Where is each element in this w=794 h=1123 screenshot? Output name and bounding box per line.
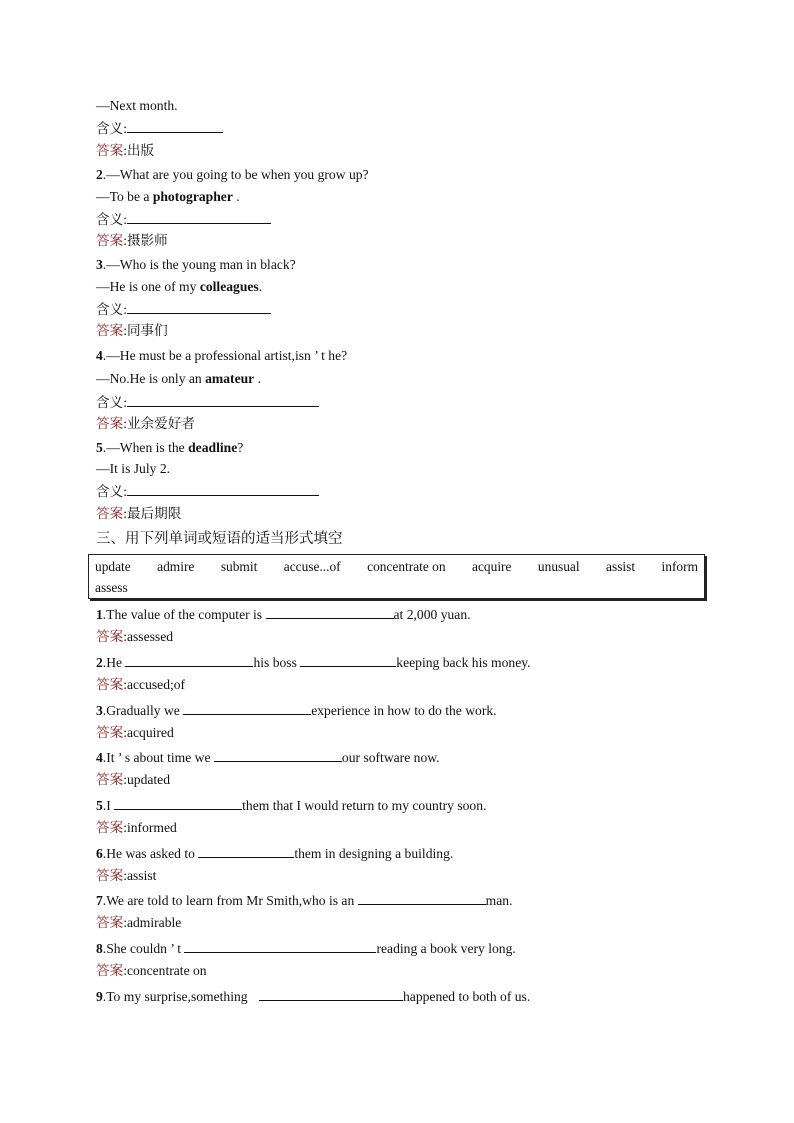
- meaning-line: 含义:: [96, 393, 319, 412]
- answer-text: assist: [126, 868, 157, 883]
- word-bank-item: inform: [661, 559, 698, 574]
- meaning-label: 含义: [96, 395, 124, 411]
- answer-label: 答案: [96, 963, 124, 979]
- meaning-blank: [127, 482, 319, 496]
- answer-label: 答案: [96, 323, 124, 339]
- question-line: [96, 653, 531, 672]
- answer-line: 答案:摄影师: [96, 233, 168, 249]
- meaning-blank: [127, 119, 223, 133]
- answer-label: 答案: [96, 772, 124, 788]
- word-bank-box: [88, 554, 705, 599]
- answer-text: 摄影师: [126, 233, 168, 249]
- fill-blank: [183, 701, 311, 715]
- answer-line: 答案:assist: [96, 868, 157, 884]
- question-text-end: reading a book very long.: [376, 941, 516, 956]
- question-text-end: our software now.: [341, 750, 440, 765]
- question-line: [96, 796, 486, 815]
- question-number: 7: [96, 893, 103, 908]
- meaning-label: 含义: [96, 121, 124, 137]
- meaning-line: 含义:: [96, 119, 223, 138]
- question-number: 8: [96, 941, 103, 956]
- word-bank-item: update: [95, 559, 131, 574]
- reply-line: [96, 370, 261, 388]
- answer-label: 答案: [96, 915, 124, 931]
- question-text: .He was asked to: [102, 846, 199, 861]
- answer-label: 答案: [96, 506, 124, 522]
- question-text: .To my surprise,something: [102, 989, 251, 1004]
- question-line: [96, 891, 512, 910]
- meaning-blank: [127, 393, 319, 407]
- section-heading: 三、用下列单词或短语的适当形式填空: [96, 531, 343, 547]
- answer-line: 答案:updated: [96, 772, 171, 788]
- question-text: .—What are you going to be when you grow up?: [102, 167, 369, 182]
- reply-text-end: .: [254, 371, 261, 386]
- fill-blank: [198, 844, 294, 858]
- question-number: 3: [96, 257, 103, 272]
- target-word: colleagues: [199, 279, 259, 294]
- reply-line: —It is July 2.: [96, 461, 171, 476]
- target-word: amateur: [205, 371, 255, 386]
- question-number: 4: [96, 348, 103, 363]
- answer-line: 答案:concentrate on: [96, 963, 207, 979]
- question-number: 6: [96, 846, 103, 861]
- reply-line: [96, 278, 262, 296]
- fill-blank: [259, 987, 403, 1001]
- word-bank-row: [95, 556, 698, 577]
- question-number: 4: [96, 750, 103, 765]
- answer-line: 答案:最后期限: [96, 506, 182, 522]
- answer-text: concentrate on: [126, 963, 207, 978]
- fill-blank: [184, 939, 376, 953]
- question-line: [96, 256, 296, 274]
- target-word: photographer: [152, 189, 233, 204]
- answer-text: 同事们: [126, 323, 168, 339]
- answer-label: 答案: [96, 233, 124, 249]
- word-bank-item: acquire: [472, 559, 512, 574]
- answer-line: 答案:出版: [96, 143, 155, 159]
- reply-text-end: .: [258, 279, 263, 294]
- meaning-line: 含义:: [96, 300, 271, 319]
- question-line: [96, 347, 347, 365]
- question-number: 3: [96, 703, 103, 718]
- answer-label: 答案: [96, 629, 124, 645]
- question-number: 1: [96, 607, 103, 622]
- question-line: [96, 939, 516, 958]
- answer-text: assessed: [126, 629, 174, 644]
- answer-line: 答案:accused;of: [96, 677, 186, 693]
- question-text-middle: his boss: [253, 655, 301, 670]
- question-text-end: ?: [237, 440, 244, 455]
- question-number: 2: [96, 167, 103, 182]
- meaning-blank: [127, 210, 271, 224]
- answer-text: 出版: [126, 143, 155, 159]
- meaning-label: 含义: [96, 212, 124, 228]
- fill-blank: [300, 653, 396, 667]
- fill-blank: [358, 891, 486, 905]
- answer-text: admirable: [126, 915, 182, 930]
- question-number: 2: [96, 655, 103, 670]
- question-text: .It ’ s about time we: [102, 750, 214, 765]
- answer-line: 答案:informed: [96, 820, 177, 836]
- answer-line: 答案:assessed: [96, 629, 174, 645]
- question-text-end: happened to both of us.: [403, 989, 531, 1004]
- answer-label: 答案: [96, 677, 124, 693]
- question-text: .Gradually we: [102, 703, 184, 718]
- reply-line: [96, 188, 240, 206]
- question-text: .—When is the: [102, 440, 189, 455]
- word-bank-item: accuse...of: [283, 559, 341, 574]
- answer-text: 最后期限: [126, 506, 182, 522]
- target-word: deadline: [188, 440, 238, 455]
- answer-text: informed: [126, 820, 177, 835]
- question-text: .She couldn ’ t: [102, 941, 185, 956]
- answer-line: 答案:业余爱好者: [96, 416, 195, 432]
- reply-text-end: .: [232, 189, 240, 204]
- question-text: .We are told to learn from Mr Smith,who is an: [102, 893, 358, 908]
- word-bank-item: admire: [157, 559, 195, 574]
- word-bank-item: submit: [220, 559, 258, 574]
- question-text: .—He must be a professional artist,isn ’ t he?: [102, 348, 348, 363]
- question-text-end: at 2,000 yuan.: [393, 607, 471, 622]
- reply-text: —To be a: [96, 189, 153, 204]
- answer-label: 答案: [96, 820, 124, 836]
- fill-blank: [266, 605, 394, 619]
- question-text-end: them that I would return to my country soon.: [242, 798, 487, 813]
- word-bank-item: concentrate on: [367, 559, 446, 574]
- word-bank-item: assess: [95, 580, 128, 595]
- answer-label: 答案: [96, 416, 124, 432]
- question-text-end: them in designing a building.: [294, 846, 454, 861]
- question-line: [96, 439, 243, 457]
- answer-label: 答案: [96, 868, 124, 884]
- fill-blank: [125, 653, 253, 667]
- meaning-line: 含义:: [96, 210, 271, 229]
- answer-text: accused;of: [126, 677, 186, 692]
- question-line: [96, 748, 440, 767]
- question-text-end: keeping back his money.: [396, 655, 531, 670]
- fill-blank: [214, 748, 342, 762]
- fill-blank: [114, 796, 242, 810]
- answer-text: 业余爱好者: [126, 416, 195, 432]
- meaning-label: 含义: [96, 484, 124, 500]
- question-line: [96, 605, 471, 624]
- question-number: 5: [96, 798, 103, 813]
- question-number: 5: [96, 440, 103, 455]
- answer-text: acquired: [126, 725, 174, 740]
- answer-label: 答案: [96, 725, 124, 741]
- meaning-blank: [127, 300, 271, 314]
- reply-text: —He is one of my: [96, 279, 200, 294]
- answer-line: 答案:同事们: [96, 323, 168, 339]
- answer-text: updated: [126, 772, 171, 787]
- question-line: [96, 166, 369, 184]
- meaning-line: 含义:: [96, 482, 319, 501]
- answer-line: 答案:acquired: [96, 725, 174, 741]
- answer-line: 答案:admirable: [96, 915, 182, 931]
- word-bank-item: assist: [606, 559, 636, 574]
- word-bank-item: unusual: [537, 559, 580, 574]
- question-text-end: experience in how to do the work.: [311, 703, 497, 718]
- question-text: .I: [102, 798, 115, 813]
- question-number: 9: [96, 989, 103, 1004]
- question-line: [96, 701, 497, 720]
- question-line: [96, 987, 530, 1006]
- question-text-end: man.: [485, 893, 513, 908]
- dialog-line: —Next month.: [96, 98, 178, 113]
- question-text: .He: [102, 655, 126, 670]
- meaning-label: 含义: [96, 302, 124, 318]
- question-text: .—Who is the young man in black?: [102, 257, 296, 272]
- question-text: .The value of the computer is: [102, 607, 266, 622]
- question-line: [96, 844, 453, 863]
- answer-label: 答案: [96, 143, 124, 159]
- reply-text: —No.He is only an: [96, 371, 206, 386]
